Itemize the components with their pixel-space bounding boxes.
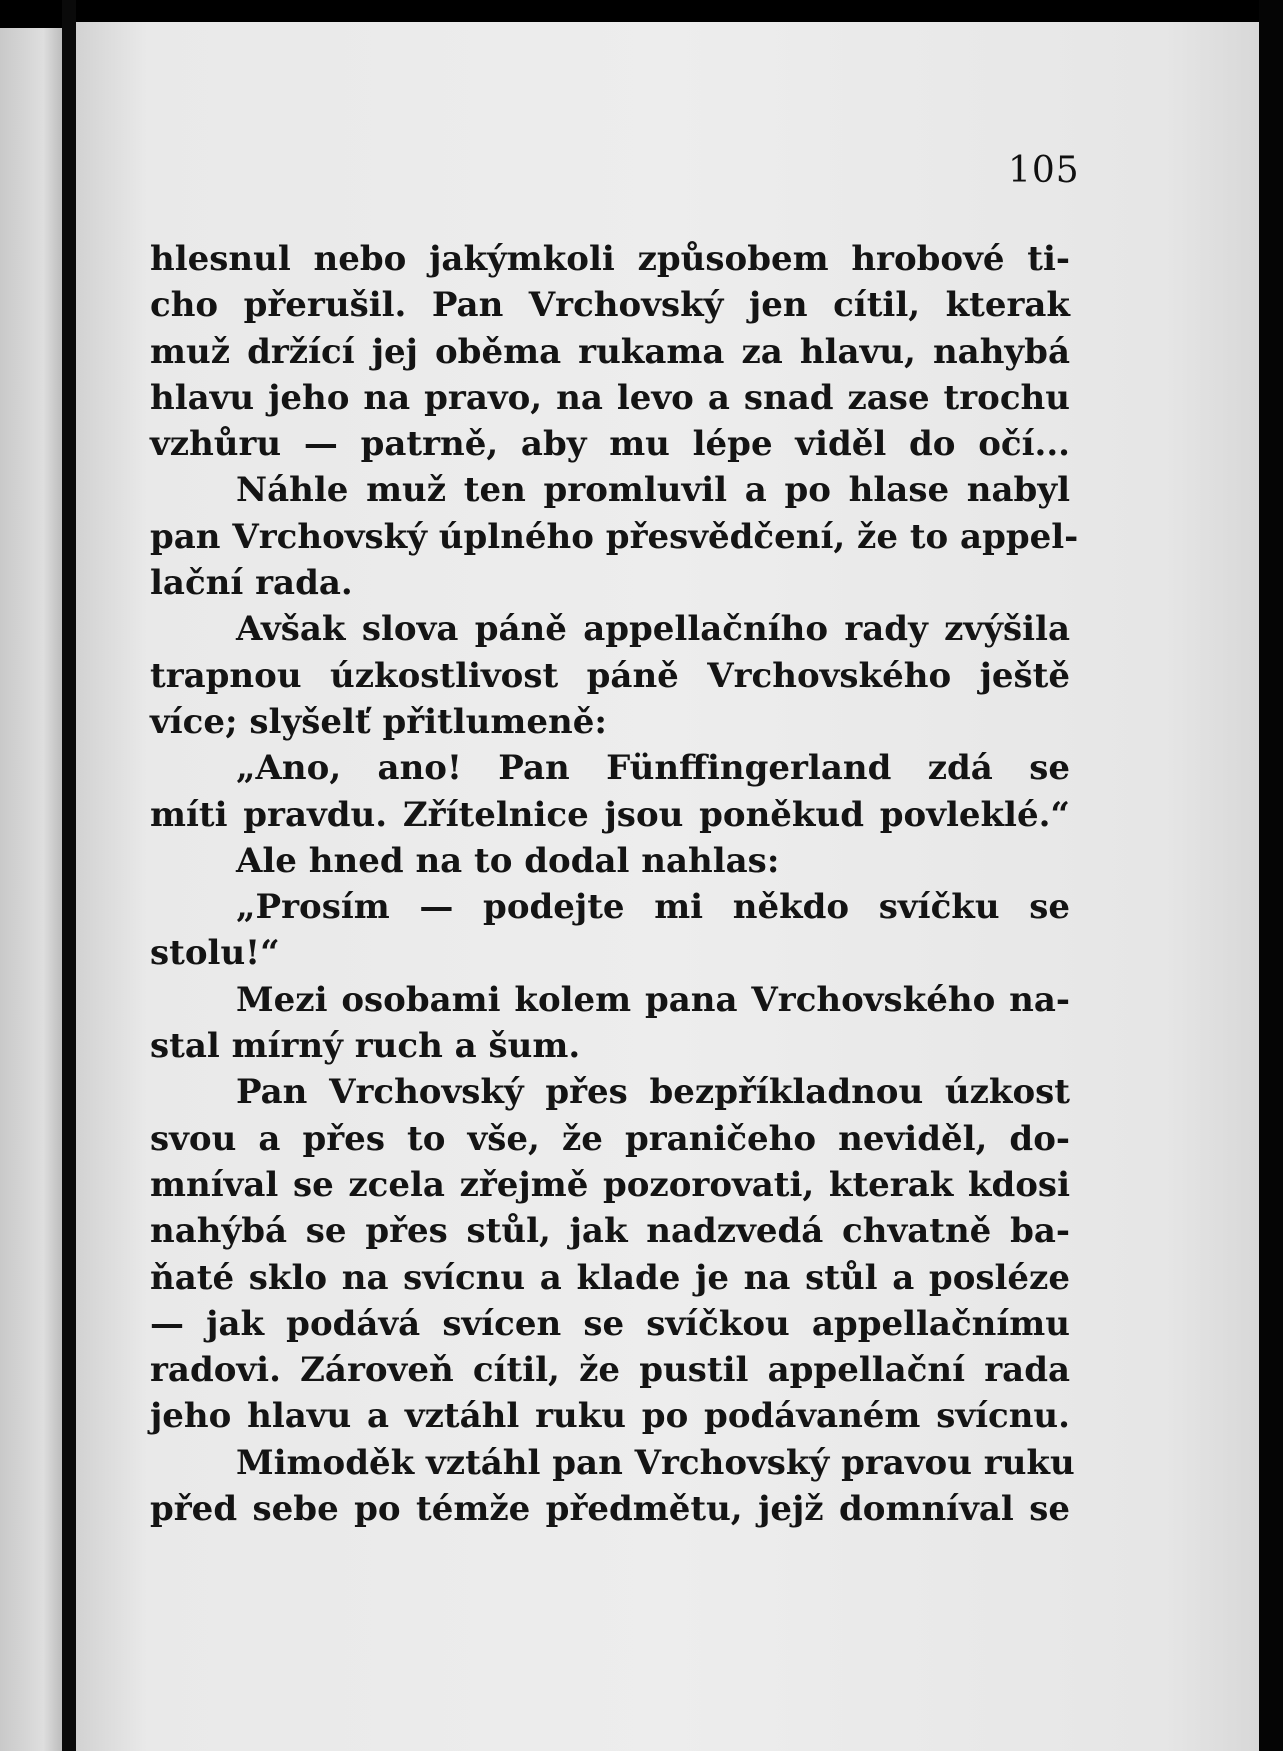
text-line: pan Vrchovský úplného přesvědčení, že to appel- [150,516,1079,557]
text-line: Mezi osobami kolem pana Vrchovského na- [236,979,1070,1020]
text-line: lační rada. [150,563,353,604]
text-line: hlavu jeho na pravo, na levo a snad zase trochu [150,377,1070,418]
text-line: — jak podává svícen se svíčkou appellačnímu [150,1303,1070,1344]
text-line: radovi. Zároveň cítil, že pustil appellační rada [150,1350,1070,1391]
text-line: hlesnul nebo jakýmkoli způsobem hrobové ti- [150,239,1070,279]
text-line: svou a přes to vše, že praničeho neviděl, do- [150,1118,1070,1159]
text-line: Náhle muž ten promluvil a po hlase nabyl [236,470,1070,511]
text-line: Mimoděk vztáhl pan Vrchovský pravou ruku [236,1442,1075,1483]
text-line: vzhůru — patrně, aby mu lépe viděl do očí... [150,424,1070,465]
text-line: stal mírný ruch a šum. [150,1026,581,1067]
left-page-edge [0,28,62,1751]
text-line: „Ano, ano! Pan Fünffingerland zdá se [236,748,1070,789]
text-line: „Prosím — podejte mi někdo svíčku se [236,887,1070,928]
text-line: Ale hned na to dodal nahlas: [236,840,780,881]
text-line: více; slyšelť přitlumeně: [150,701,607,742]
text-line: mníval se zcela zřejmě pozorovati, kterak kdosi [150,1164,1070,1205]
text-line: trapnou úzkostlivost páně Vrchovského ještě [150,655,1070,696]
page-text [150,236,1079,1532]
text-line: muž držící jej oběma rukama za hlavu, nahybá [150,331,1070,372]
text-line: před sebe po témže předmětu, jejž domníval se [150,1489,1070,1530]
text-line: Pan Vrchovský přes bezpříkladnou úzkost [236,1072,1070,1113]
book-gutter [62,0,76,1751]
text-line: stolu!“ [150,933,280,974]
text-line: ňaté sklo na svícnu a klade je na stůl a posléze [150,1257,1070,1298]
page-number: 105 [1008,150,1080,191]
text-line: Avšak slova páně appellačního rady zvýšila [236,609,1070,650]
text-line: míti pravdu. Zřítelnice jsou poněkud povleklé.“ [150,794,1070,835]
text-line: jeho hlavu a vztáhl ruku po podávaném svícnu. [150,1396,1070,1437]
right-scan-edge [1259,0,1283,1751]
text-line: cho přerušil. Pan Vrchovský jen cítil, kterak [150,285,1070,326]
text-line: nahýbá se přes stůl, jak nadzvedá chvatně ba- [150,1211,1070,1252]
